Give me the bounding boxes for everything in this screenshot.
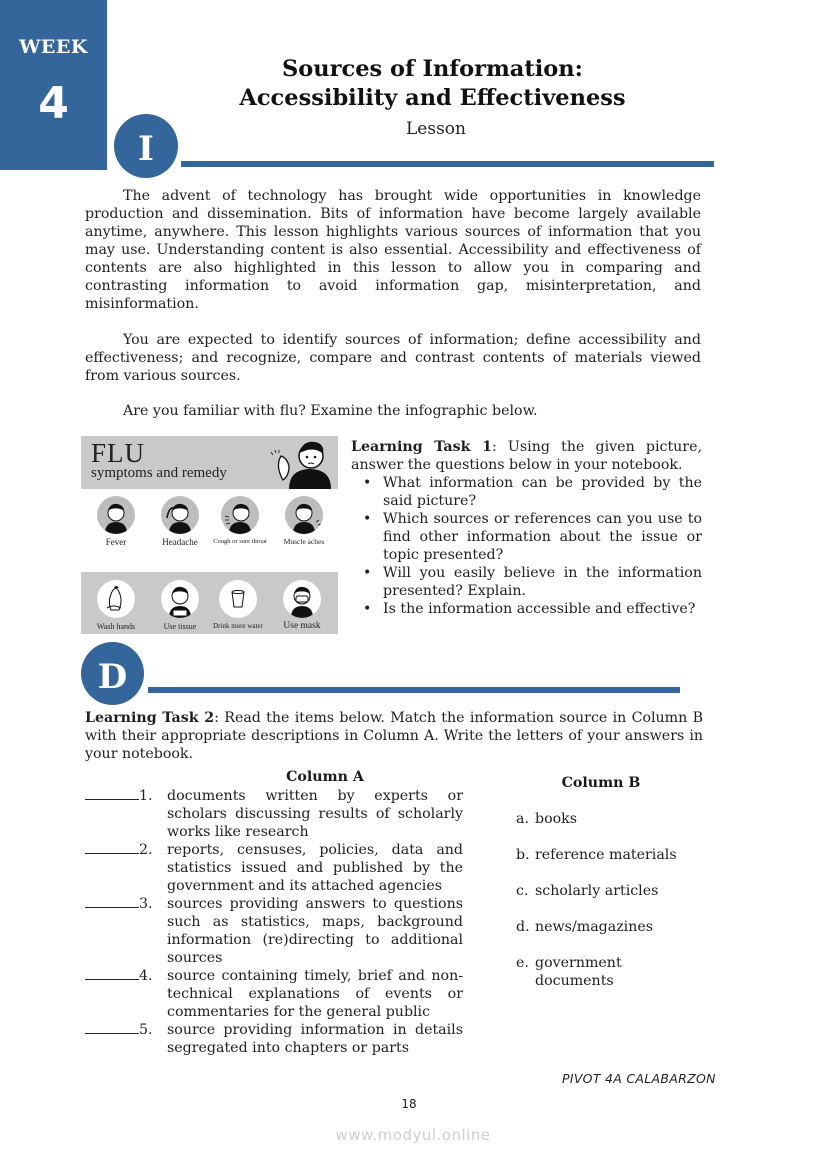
tissue-icon: [161, 580, 199, 618]
option-text: reference materials: [535, 847, 677, 863]
item-number: 3.: [139, 896, 153, 912]
task-1-question: [351, 564, 702, 600]
item-text: source providing information in details segregated into chapters or parts: [167, 1022, 463, 1056]
answer-blank[interactable]: [85, 787, 139, 800]
intro-paragraph-1-text: The advent of technology has brought wide opportunities in knowledge production and dissemination. Bits of information have become largely available anytime, anywhere. This lesson highlights various sources of information that you may use. Understanding content is also essential. Accessibility and effectiveness of contents are also highlighted in this lesson to allow you in comparing and contrasting information to avoid information gap, misinterpretation, and misinformation.: [85, 188, 701, 312]
column-a-list: [85, 787, 463, 1057]
learning-task-1: [351, 438, 702, 618]
section-d-divider: [148, 687, 680, 693]
answer-blank[interactable]: [85, 967, 139, 980]
section-i-marker: I: [114, 114, 178, 178]
remedy-label: Use mask: [283, 621, 321, 631]
sick-person-icon: [259, 436, 337, 489]
remedy-use-mask: [271, 580, 333, 631]
symptom-label: Muscle aches: [283, 537, 325, 546]
infographic-subtitle: symptoms and remedy: [91, 465, 227, 481]
column-a-header-text: Column A: [286, 769, 364, 785]
headache-icon: [161, 496, 199, 534]
symptom-label: Headache: [162, 537, 198, 547]
task-1-question: [351, 600, 702, 618]
task-1-label: Learning Task 1: [351, 439, 492, 455]
intro-paragraph-3: [85, 402, 701, 420]
task-1-question: [351, 510, 702, 564]
wash-hands-icon: [97, 580, 135, 618]
cough-icon: [221, 496, 259, 534]
remedy-use-tissue: [149, 580, 211, 631]
watermark: www.modyul.online: [335, 1126, 491, 1144]
remedies-row: [81, 572, 338, 634]
item-text: source containing timely, brief and non-technical explanations of events or commentaries for the general public: [167, 968, 463, 1020]
page-number: [0, 1097, 826, 1111]
task-1-intro: [351, 438, 702, 474]
column-a-header: [85, 769, 565, 785]
page-subtitle: Lesson: [406, 119, 466, 139]
symptoms-row: [81, 496, 338, 568]
item-text: documents written by experts or scholars discussing results of scholarly works like research: [167, 788, 463, 840]
learning-task-2: [85, 709, 703, 763]
task-1-questions: [351, 474, 702, 618]
option-letter: c.: [516, 883, 529, 899]
answer-blank[interactable]: [85, 895, 139, 908]
question-text: Is the information accessible and effective?: [383, 601, 696, 617]
intro-paragraph-1: [85, 187, 701, 313]
option-text: government documents: [535, 955, 622, 989]
item-number: 5.: [139, 1022, 153, 1038]
mask-icon: [283, 580, 321, 618]
column-b-option: [516, 954, 636, 990]
answer-blank[interactable]: [85, 1021, 139, 1034]
water-glass-icon: [219, 580, 257, 618]
column-b-option: [516, 846, 706, 864]
infographic-title: FLU: [91, 438, 146, 468]
question-text: Which sources or references can you use to find other information about the issue or topic presented?: [383, 511, 702, 563]
task-1-instruction: : Using the given picture, answer the questions below in your notebook.: [351, 439, 703, 473]
symptom-muscle-aches: [273, 496, 335, 545]
task-1-question: [351, 474, 702, 510]
remedy-label: Use tissue: [163, 622, 197, 631]
title-line-1: Sources of Information:: [282, 56, 583, 82]
muscle-aches-icon: [285, 496, 323, 534]
option-text: news/magazines: [535, 919, 654, 935]
column-a-item: [85, 1021, 463, 1057]
column-b-option: [516, 882, 706, 900]
bullet-icon: •: [363, 601, 372, 617]
infographic-header: [81, 436, 338, 489]
week-label: WEEK: [19, 36, 88, 58]
task-2-label: Learning Task 2: [85, 710, 215, 726]
symptom-label: Fever: [105, 537, 127, 547]
question-text: Will you easily believe in the information presented? Explain.: [383, 565, 702, 599]
column-b-option: [516, 918, 706, 936]
flu-infographic: [81, 436, 338, 634]
intro-paragraph-2-text: You are expected to identify sources of information; define accessibility and effectiveness; and recognize, compare and contrast contents of materials viewed from various sources.: [85, 332, 701, 384]
option-letter: e.: [516, 955, 529, 971]
question-text: What information can be provided by the said picture?: [383, 475, 702, 509]
bullet-icon: •: [363, 565, 372, 581]
bullet-icon: •: [363, 475, 372, 491]
week-number: 4: [38, 78, 69, 129]
column-a-item: [85, 787, 463, 841]
symptom-label: Cough or sore throat: [213, 538, 267, 545]
option-letter: b.: [516, 847, 530, 863]
task-2-instruction: : Read the items below. Match the information source in Column B with their appropriate descriptions in Column A. Write the letters of your answers in your notebook.: [85, 710, 703, 762]
page-title: [160, 55, 705, 113]
symptom-cough: [209, 496, 271, 545]
page-number-text: 18: [401, 1097, 417, 1111]
remedy-wash-hands: [85, 580, 147, 631]
column-b-list: [516, 810, 706, 1008]
option-text: books: [535, 811, 578, 827]
item-number: 1.: [139, 788, 153, 804]
column-b-option: [516, 810, 706, 828]
item-number: 4.: [139, 968, 153, 984]
column-a-item: [85, 841, 463, 895]
column-a-item: [85, 967, 463, 1021]
week-badge: [0, 0, 107, 170]
title-line-2: Accessibility and Effectiveness: [239, 85, 626, 111]
answer-blank[interactable]: [85, 841, 139, 854]
bullet-icon: •: [363, 511, 372, 527]
footer-brand: PIVOT 4A CALABARZON: [562, 1071, 716, 1086]
option-text: scholarly articles: [535, 883, 659, 899]
remedy-drink-water: [207, 580, 269, 631]
intro-paragraph-3-text: Are you familiar with flu? Examine the infographic below.: [123, 403, 538, 419]
item-text: sources providing answers to questions such as statistics, maps, background information (re)directing to additional sources: [167, 896, 463, 966]
remedy-label: Wash hands: [96, 622, 136, 631]
section-d-marker: D: [81, 642, 144, 705]
fever-icon: [97, 496, 135, 534]
option-letter: d.: [516, 919, 530, 935]
item-number: 2.: [139, 842, 153, 858]
item-text: reports, censuses, policies, data and statistics issued and published by the government and its attached agencies: [167, 842, 463, 894]
section-i-divider: [181, 161, 714, 167]
column-a-item: [85, 895, 463, 967]
option-letter: a.: [516, 811, 529, 827]
intro-paragraph-2: [85, 331, 701, 385]
symptom-fever: [85, 496, 147, 547]
column-b-header: Column B: [561, 775, 641, 791]
remedy-label: Drink more water: [213, 622, 263, 630]
symptom-headache: [149, 496, 211, 547]
